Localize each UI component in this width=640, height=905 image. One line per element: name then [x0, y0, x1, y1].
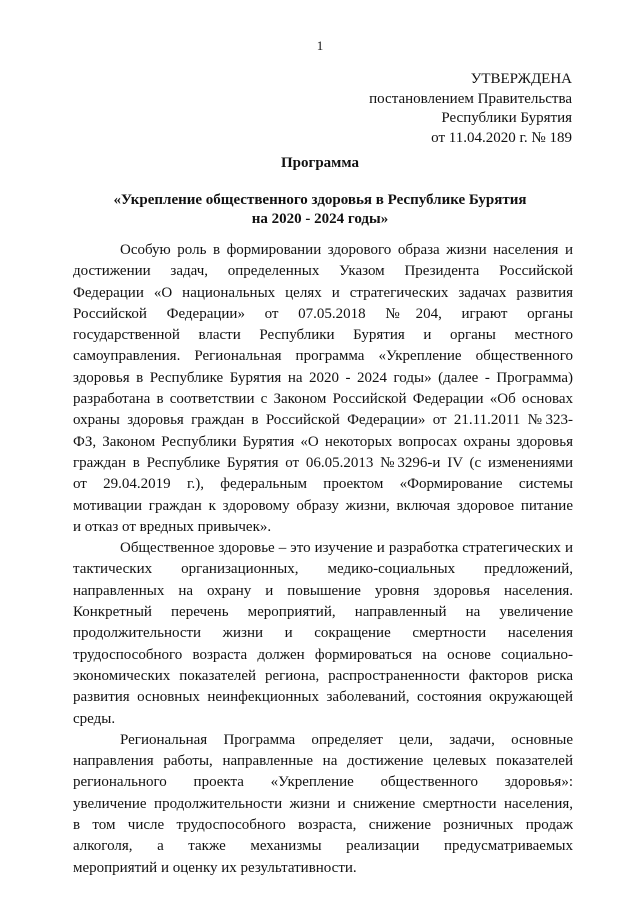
- text-line: Общественное здоровье – это изучение и разработка стратегических и: [120, 540, 573, 557]
- text-line: мотивации граждан к здоровому образу жизни, включая здоровое питание: [73, 497, 573, 514]
- text-line: экономических показателей региона, распространенности факторов риска: [73, 667, 573, 684]
- text-line: трудоспособного возраста должен формироваться на основе социально-: [73, 646, 573, 663]
- program-title-line: на 2020 - 2024 годы»: [251, 211, 389, 227]
- approval-stamp: [369, 70, 572, 148]
- body-text: [73, 240, 573, 879]
- text-line: и отказ от вредных привычек».: [73, 518, 272, 535]
- text-line: самоуправления. Региональная программа «Укрепление общественного: [73, 348, 573, 365]
- text-line: государственной власти Республики Бурятия и органы местного: [73, 327, 573, 344]
- text-line: алкоголя, а также механизмы реализации предусматриваемых: [73, 838, 573, 855]
- approval-line: УТВЕРЖДЕНА: [470, 71, 572, 87]
- text-line: от 29.04.2019 г.), федеральным проектом «Формирование системы: [73, 476, 573, 493]
- text-line: в том числе трудоспособного возраста, снижение розничных продаж: [73, 817, 573, 834]
- paragraph-2: [73, 538, 573, 730]
- text-line: регионального проекта «Укрепление общественного здоровья»:: [73, 774, 573, 791]
- program-label: Программа: [281, 155, 359, 171]
- page-number: 1: [316, 38, 324, 53]
- text-line: граждан в Республике Бурятия от 06.05.2013 №3296-и IV (с изменениями: [73, 454, 573, 471]
- text-line: направления работы, направленные на достижение целевых показателей: [73, 753, 573, 770]
- text-line: охраны здоровья граждан в Российской Федерации» от 21.11.2011 №323-: [73, 412, 573, 429]
- text-line: продолжительности жизни и сокращение смертности населения: [73, 625, 573, 642]
- text-line: мероприятий и оценку их результативности.: [73, 859, 357, 876]
- text-line: ФЗ, Законом Республики Бурятия «О некоторых вопросах охраны здоровья: [73, 433, 573, 450]
- text-line: здоровья в Республике Бурятия на 2020 - 2024 годы» (далее - Программа): [73, 369, 573, 386]
- program-title: [70, 191, 570, 229]
- text-line: Федерации «О национальных целях и стратегических задачах развития: [73, 284, 573, 301]
- text-line: разработана в соответствии с Законом Российской Федерации «Об основах: [73, 391, 573, 408]
- approval-line: Республики Бурятия: [441, 110, 572, 126]
- text-line: среды.: [73, 710, 116, 727]
- text-line: тактических организационных, медико-социальных предложений,: [73, 561, 573, 578]
- text-line: увеличение продолжительности жизни и снижение смертности населения,: [73, 795, 573, 812]
- program-title-line: «Укрепление общественного здоровья в Республике Бурятия: [113, 192, 527, 208]
- text-line: Особую роль в формировании здорового образа жизни населения и: [120, 242, 573, 258]
- paragraph-3: [73, 730, 573, 879]
- approval-line: постановлением Правительства: [369, 90, 572, 107]
- text-line: Российской Федерации» от 07.05.2018 №204, играют органы: [73, 305, 573, 322]
- text-line: достижении задач, определенных Указом Президента Российской: [73, 263, 573, 280]
- text-line: Региональная Программа определяет цели, задачи, основные: [120, 731, 573, 748]
- paragraph-1: [73, 240, 573, 538]
- approval-line: от 11.04.2020 г. № 189: [431, 129, 572, 146]
- text-line: развития основных неинфекционных заболеваний, состояния окружающей: [73, 689, 573, 706]
- text-line: направленных на охрану и повышение уровня здоровья населения.: [73, 582, 573, 599]
- text-line: Конкретный перечень мероприятий, направленный на увеличение: [73, 604, 573, 621]
